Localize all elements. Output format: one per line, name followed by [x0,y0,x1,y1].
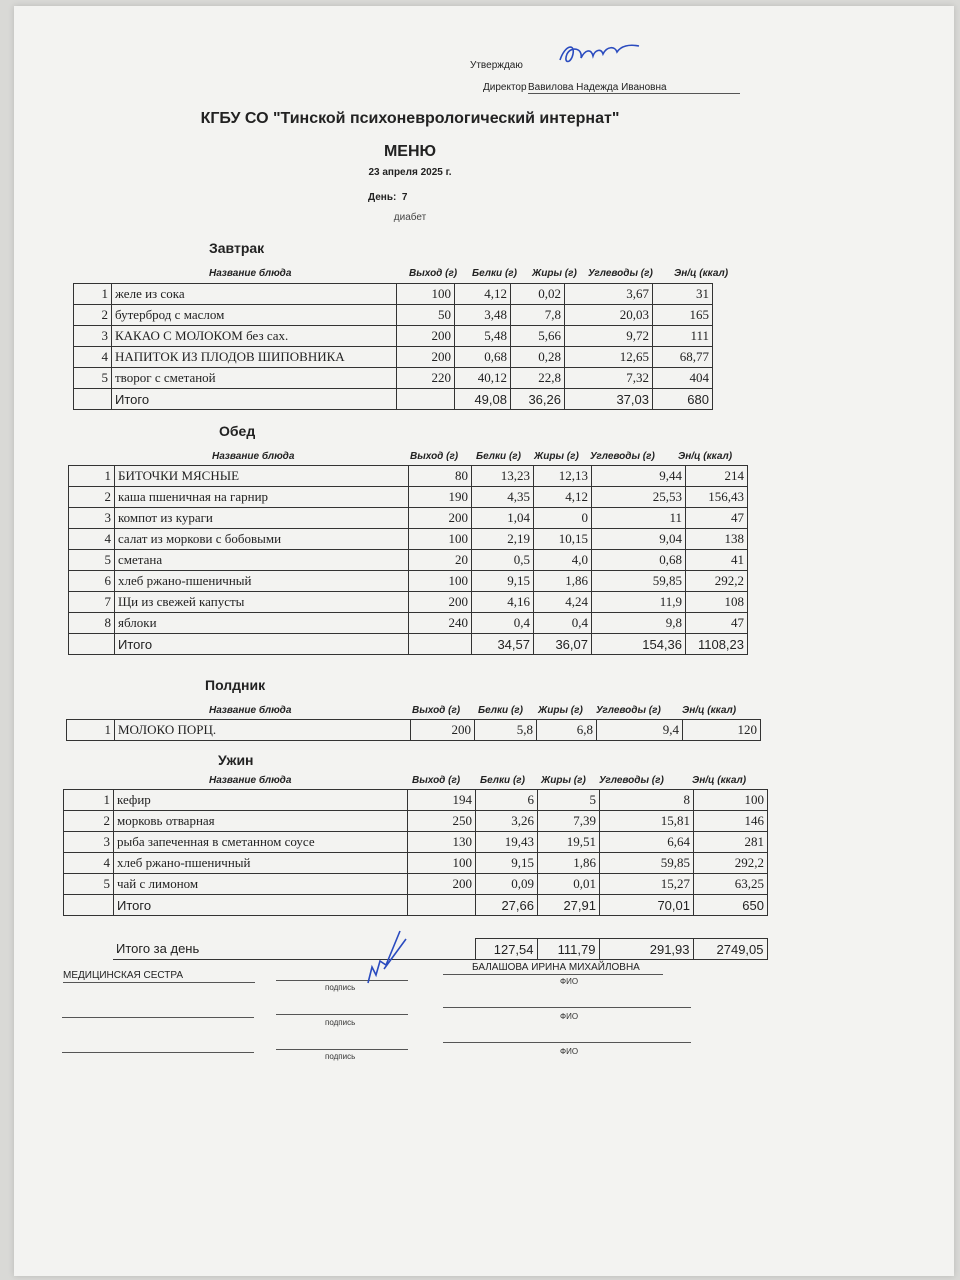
fio-label-3: ФИО [560,1047,579,1056]
row-number: 4 [69,529,115,550]
total-row [69,634,748,655]
row-number: 8 [69,613,115,634]
dish-output: 200 [409,592,472,613]
dish-fat: 10,15 [534,529,592,550]
row-number: 7 [69,592,115,613]
dish-carbs: 3,67 [565,284,653,305]
dish-carbs: 59,85 [600,853,694,874]
table-row [69,592,748,613]
dish-energy: 63,25 [694,874,768,895]
table-row [74,347,713,368]
day-total-table [113,938,768,960]
dish-name: компот из кураги [115,508,409,529]
day-total-carbs: 291,93 [599,939,693,960]
col-fat: Жиры (г) [532,268,577,279]
row-number: 2 [69,487,115,508]
table-row [64,811,768,832]
dish-carbs: 8 [600,790,694,811]
dish-carbs: 9,04 [592,529,686,550]
total-carbs: 70,01 [600,895,694,916]
director-signature [555,40,645,70]
table-row [69,571,748,592]
col-protein: Белки (г) [478,705,523,716]
row-number: 1 [74,284,112,305]
dish-energy: 31 [653,284,713,305]
dish-fat: 0 [534,508,592,529]
total-fat: 36,07 [534,634,592,655]
dish-output: 194 [408,790,476,811]
dish-fat: 1,86 [534,571,592,592]
dish-carbs: 11 [592,508,686,529]
lunch-rows [69,466,748,655]
col-output: Выход (г) [409,268,458,279]
table-row [74,368,713,389]
dish-protein: 6 [476,790,538,811]
col-output: Выход (г) [412,705,461,716]
dish-name: хлеб ржано-пшеничный [114,853,408,874]
total-output-blank [409,634,472,655]
row-number: 5 [64,874,114,895]
col-name: Название блюда [212,451,295,462]
dish-carbs: 7,32 [565,368,653,389]
total-carbs: 154,36 [592,634,686,655]
dish-energy: 146 [694,811,768,832]
dish-output: 80 [409,466,472,487]
dish-fat: 12,13 [534,466,592,487]
dish-output: 50 [397,305,455,326]
total-label: Итого [114,895,408,916]
dish-output: 130 [408,832,476,853]
col-fat: Жиры (г) [541,775,586,786]
total-protein: 49,08 [455,389,511,410]
nurse-full-name: БАЛАШОВА ИРИНА МИХАЙЛОВНА [472,962,640,973]
row-number: 3 [74,326,112,347]
breakfast-table [73,283,713,410]
col-name: Название блюда [209,268,292,279]
col-name: Название блюда [209,705,292,716]
dish-energy: 281 [694,832,768,853]
row-number: 5 [74,368,112,389]
section-title-dinner: Ужин [218,752,254,768]
fio-label-1: ФИО [560,977,579,986]
section-title-breakfast: Завтрак [209,240,265,256]
sign-line-3 [276,1049,408,1050]
dish-fat: 1,86 [538,853,600,874]
dish-fat: 7,39 [538,811,600,832]
lunch-table [68,465,748,655]
dish-name: бутерброд с маслом [112,305,397,326]
dish-name: КАКАО С МОЛОКОМ без сах. [112,326,397,347]
column-headers-lunch [212,451,732,462]
position-line-3 [62,1052,254,1053]
fio-line-2 [443,1007,691,1008]
dish-carbs: 9,72 [565,326,653,347]
dish-protein: 4,16 [472,592,534,613]
section-title-lunch: Обед [219,423,256,439]
total-row [64,895,768,916]
dish-protein: 5,48 [455,326,511,347]
dish-output: 20 [409,550,472,571]
dish-energy: 108 [686,592,748,613]
row-number: 1 [67,720,115,741]
dish-fat: 0,4 [534,613,592,634]
row-number: 5 [69,550,115,571]
day-total-protein: 127,54 [475,939,537,960]
row-number: 1 [69,466,115,487]
dinner-table [63,789,768,916]
col-output: Выход (г) [410,451,459,462]
table-row [64,853,768,874]
dish-fat: 6,8 [537,720,597,741]
dish-output: 190 [409,487,472,508]
total-row [74,389,713,410]
sign-label-2: подпись [325,1018,356,1027]
dish-energy: 165 [653,305,713,326]
dish-protein: 2,19 [472,529,534,550]
dish-fat: 5,66 [511,326,565,347]
dish-fat: 22,8 [511,368,565,389]
dish-fat: 19,51 [538,832,600,853]
total-blank [69,634,115,655]
table-row [74,305,713,326]
dish-name: НАПИТОК ИЗ ПЛОДОВ ШИПОВНИКА [112,347,397,368]
nurse-signature [358,925,418,987]
total-energy: 680 [653,389,713,410]
dish-energy: 111 [653,326,713,347]
director-label: Директор [483,82,527,93]
table-row [64,832,768,853]
sign-label-1: подпись [325,983,356,992]
dish-name: БИТОЧКИ МЯСНЫЕ [115,466,409,487]
dish-energy: 120 [683,720,761,741]
day-number [368,192,407,203]
dish-carbs: 20,03 [565,305,653,326]
col-protein: Белки (г) [472,268,517,279]
sign-line-2 [276,1014,408,1015]
dish-name: кефир [114,790,408,811]
col-carbs: Углеводы (г) [590,451,655,462]
day-total-energy: 2749,05 [693,939,767,960]
dish-name: морковь отварная [114,811,408,832]
section-title-snack: Полдник [205,677,266,693]
total-output-blank [397,389,455,410]
dish-energy: 404 [653,368,713,389]
dish-carbs: 0,68 [592,550,686,571]
table-row [74,284,713,305]
dish-name: каша пшеничная на гарнир [115,487,409,508]
dish-energy: 292,2 [686,571,748,592]
dish-output: 200 [397,347,455,368]
dish-carbs: 59,85 [592,571,686,592]
position-line-2 [62,1017,254,1018]
dish-output: 100 [397,284,455,305]
dish-name: сметана [115,550,409,571]
dish-name: желе из сока [112,284,397,305]
dish-carbs: 25,53 [592,487,686,508]
table-row [69,487,748,508]
dish-carbs: 15,81 [600,811,694,832]
dish-energy: 138 [686,529,748,550]
table-row [69,466,748,487]
dish-output: 100 [409,529,472,550]
dish-protein: 9,15 [476,853,538,874]
day-total-row [113,939,767,960]
dish-protein: 9,15 [472,571,534,592]
sign-label-3: подпись [325,1052,356,1061]
dish-protein: 0,4 [472,613,534,634]
total-fat: 36,26 [511,389,565,410]
row-number: 4 [74,347,112,368]
menu-date: 23 апреля 2025 г. [368,167,452,178]
dish-protein: 0,68 [455,347,511,368]
column-headers-breakfast [209,268,728,279]
dish-output: 100 [409,571,472,592]
row-number: 6 [69,571,115,592]
dish-energy: 47 [686,613,748,634]
dish-output: 200 [411,720,475,741]
col-carbs: Углеводы (г) [599,775,664,786]
dish-fat: 4,0 [534,550,592,571]
dish-name: хлеб ржано-пшеничный [115,571,409,592]
dish-energy: 47 [686,508,748,529]
breakfast-rows [74,284,713,410]
organization-title: КГБУ СО "Тинской психоневрологический интернат" [200,110,620,127]
dish-energy: 41 [686,550,748,571]
col-energy: Эн/ц (ккал) [674,268,729,279]
col-energy: Эн/ц (ккал) [692,775,747,786]
table-row [64,790,768,811]
director-name: Вавилова Надежда Ивановна [528,82,740,94]
total-label: Итого [115,634,409,655]
row-number: 2 [64,811,114,832]
menu-title: МЕНЮ [383,143,437,160]
table-row [69,529,748,550]
col-carbs: Углеводы (г) [596,705,661,716]
dish-name: салат из моркови с бобовыми [115,529,409,550]
dish-energy: 292,2 [694,853,768,874]
dish-carbs: 9,44 [592,466,686,487]
row-number: 3 [64,832,114,853]
col-energy: Эн/ц (ккал) [678,451,733,462]
dish-fat: 4,24 [534,592,592,613]
dish-protein: 3,48 [455,305,511,326]
dish-protein: 3,26 [476,811,538,832]
row-number: 3 [69,508,115,529]
dish-name: МОЛОКО ПОРЦ. [115,720,411,741]
dish-protein: 40,12 [455,368,511,389]
dish-protein: 0,5 [472,550,534,571]
col-name: Название блюда [209,775,292,786]
col-carbs: Углеводы (г) [588,268,653,279]
dish-carbs: 15,27 [600,874,694,895]
dish-protein: 19,43 [476,832,538,853]
dish-carbs: 9,8 [592,613,686,634]
row-number: 2 [74,305,112,326]
dish-output: 200 [408,874,476,895]
approve-label: Утверждаю [470,60,523,71]
snack-rows [67,720,761,741]
total-protein: 27,66 [476,895,538,916]
dish-output: 240 [409,613,472,634]
diet-label: диабет [393,212,427,223]
dish-carbs: 9,4 [597,720,683,741]
total-output-blank [408,895,476,916]
fio-label-2: ФИО [560,1012,579,1021]
day-total-fat: 111,79 [537,939,599,960]
total-fat: 27,91 [538,895,600,916]
dish-name: чай с лимоном [114,874,408,895]
day-value: 7 [401,192,408,203]
dish-name: Щи из свежей капусты [115,592,409,613]
total-label: Итого [112,389,397,410]
col-protein: Белки (г) [480,775,525,786]
table-row [74,326,713,347]
dish-energy: 214 [686,466,748,487]
table-row [64,874,768,895]
dish-fat: 7,8 [511,305,565,326]
total-blank [74,389,112,410]
dish-fat: 4,12 [534,487,592,508]
total-protein: 34,57 [472,634,534,655]
day-total-label: Итого за день [113,939,407,960]
total-energy: 650 [694,895,768,916]
dinner-rows [64,790,768,916]
dish-energy: 100 [694,790,768,811]
table-row [69,613,748,634]
dish-protein: 5,8 [475,720,537,741]
dish-fat: 0,02 [511,284,565,305]
col-output: Выход (г) [412,775,461,786]
dish-name: рыба запеченная в сметанном соусе [114,832,408,853]
dish-carbs: 6,64 [600,832,694,853]
total-energy: 1108,23 [686,634,748,655]
dish-fat: 0,28 [511,347,565,368]
dish-output: 250 [408,811,476,832]
total-blank [64,895,114,916]
col-fat: Жиры (г) [534,451,579,462]
dish-protein: 13,23 [472,466,534,487]
total-carbs: 37,03 [565,389,653,410]
dish-energy: 156,43 [686,487,748,508]
nurse-position: МЕДИЦИНСКАЯ СЕСТРА [63,970,184,981]
row-number: 1 [64,790,114,811]
dish-protein: 4,35 [472,487,534,508]
table-row [69,508,748,529]
row-number: 4 [64,853,114,874]
dish-energy: 68,77 [653,347,713,368]
dish-protein: 0,09 [476,874,538,895]
dish-output: 200 [409,508,472,529]
fio-line-3 [443,1042,691,1043]
column-headers-dinner [209,775,746,786]
dish-output: 220 [397,368,455,389]
dish-carbs: 11,9 [592,592,686,613]
day-label: День: [368,192,397,203]
dish-fat: 5 [538,790,600,811]
dish-output: 200 [397,326,455,347]
table-row [67,720,761,741]
dish-name: творог с сметаной [112,368,397,389]
dish-output: 100 [408,853,476,874]
dish-carbs: 12,65 [565,347,653,368]
position-line-1 [63,982,255,983]
dish-fat: 0,01 [538,874,600,895]
dish-protein: 4,12 [455,284,511,305]
snack-table [66,719,761,741]
table-row [69,550,748,571]
dish-protein: 1,04 [472,508,534,529]
fio-line-1 [443,974,663,975]
col-protein: Белки (г) [476,451,521,462]
dish-name: яблоки [115,613,409,634]
col-energy: Эн/ц (ккал) [682,705,737,716]
column-headers-snack [209,705,736,716]
col-fat: Жиры (г) [538,705,583,716]
